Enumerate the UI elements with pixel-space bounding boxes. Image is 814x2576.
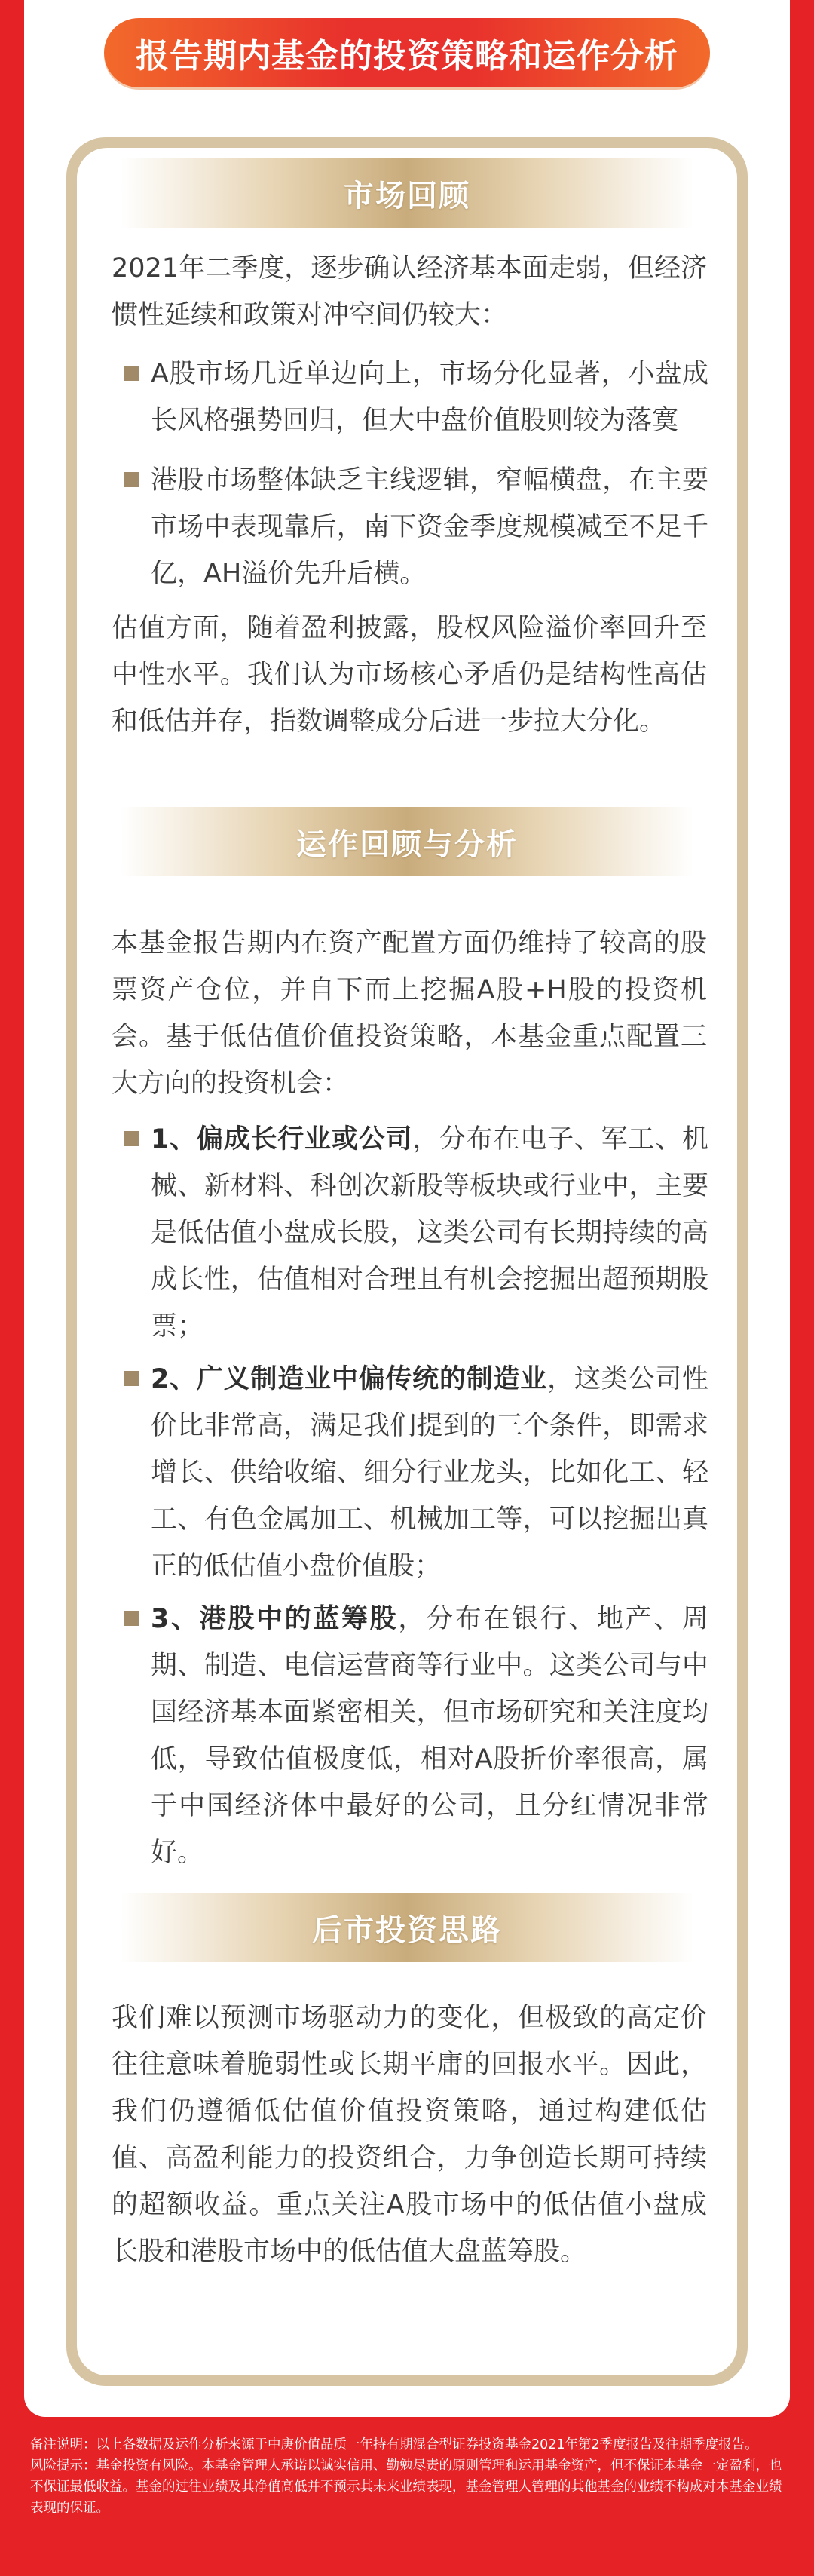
strategy-item-lead: 2、广义制造业中偏传统的制造业 — [151, 1364, 548, 1394]
bullet-square-icon — [124, 1611, 139, 1626]
section-heading-market-review — [121, 158, 693, 228]
market-review-valuation: 估值方面，随着盈利披露，股权风险溢价率回升至中性水平。我们认为市场核心矛盾仍是结构性高估和低估并存，指数调整成分后进一步拉大分化。 — [112, 613, 707, 737]
strategy-item — [121, 1596, 708, 1876]
footnote-risk: 风险提示：基金投资有风险。本基金管理人承诺以诚实信用、勤勉尽责的原则管理和运用基金资产，但不保证本基金一定盈利，也不保证最低收益。基金的过往业绩及其净值高低并不预示其未来业绩表现，基金管理人管理的其他基金的业绩不构成对本基金业绩表现的保证。 — [30, 2458, 782, 2516]
bullet-square-icon — [124, 472, 139, 487]
section-heading-operation-review — [121, 807, 693, 876]
bullet-text: A股市场几近单边向上，市场分化显著，小盘成长风格强势回归，但大中盘价值股则较为落寞 — [151, 359, 708, 436]
bullet-item — [121, 457, 708, 597]
operation-review-intro: 本基金报告期内在资产配置方面仍维持了较高的股票资产仓位，并自下而上挖掘A股+H股的投资机会。基于低估值价值投资策略，本基金重点配置三大方向的投资机会： — [112, 928, 707, 1099]
market-review-intro: 2021年二季度，逐步确认经济基本面走弱，但经济惯性延续和政策对冲空间仍较大： — [112, 253, 707, 330]
title-banner — [104, 18, 710, 87]
bullet-square-icon — [124, 366, 139, 381]
footnote — [30, 2434, 784, 2519]
section-heading-text: 运作回顾与分析 — [296, 826, 518, 862]
bullet-square-icon — [124, 1371, 139, 1386]
bullet-text: 港股市场整体缺乏主线逻辑，窄幅横盘，在主要市场中表现靠后，南下资金季度规模减至不足千亿，AH溢价先升后横。 — [151, 465, 708, 589]
strategy-item-lead: 3、港股中的蓝筹股 — [151, 1604, 399, 1634]
strategy-item-lead: 1、偏成长行业或公司 — [151, 1124, 413, 1155]
strategy-item-text: ，分布在电子、军工、机械、新材料、科创次新股等板块或行业中，主要是低估值小盘成长股，这类公司有长期持续的高成长性，估值相对合理且有机会挖掘出超预期股票； — [151, 1124, 708, 1342]
strategy-item-text: ，这类公司性价比非常高，满足我们提到的三个条件，即需求增长、供给收缩、细分行业龙头，比如化工、轻工、有色金属加工、机械加工等，可以挖掘出真正的低估值小盘价值股； — [151, 1364, 708, 1581]
section-heading-outlook — [121, 1893, 693, 1962]
section-heading-text: 市场回顾 — [344, 178, 470, 213]
footnote-note: 备注说明：以上各数据及运作分析来源于中庚价值品质一年持有期混合型证券投资基金2021年第2季度报告及往期季度报告。 — [30, 2437, 758, 2452]
bullet-square-icon — [124, 1131, 139, 1146]
outlook-text: 我们难以预测市场驱动力的变化，但极致的高定价往往意味着脆弱性或长期平庸的回报水平。因此，我们仍遵循低估值价值投资策略，通过构建低估值、高盈利能力的投资组合，力争创造长期可持续的超额收益。重点关注A股市场中的低估值小盘成长股和港股市场中的低估值大盘蓝筹股。 — [112, 2003, 707, 2267]
strategy-item — [121, 1356, 708, 1590]
bullet-item — [121, 351, 708, 444]
section-heading-text: 后市投资思路 — [312, 1912, 502, 1948]
strategy-item-text: ，分布在银行、地产、周期、制造、电信运营商等行业中。这类公司与中国经济基本面紧密相关，但市场研究和关注度均低，导致估值极度低，相对A股折价率很高，属于中国经济体中最好的公司，且分红情况非常好。 — [151, 1604, 708, 1868]
strategy-item — [121, 1116, 708, 1350]
page-title: 报告期内基金的投资策略和运作分析 — [136, 37, 678, 75]
